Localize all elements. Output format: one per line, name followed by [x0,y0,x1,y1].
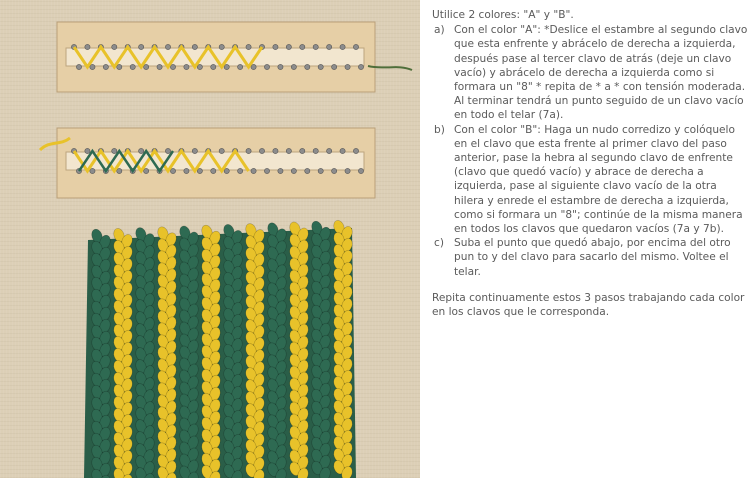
peg [358,168,363,173]
peg [305,168,310,173]
peg [117,168,122,173]
peg [327,148,332,153]
peg [219,44,224,49]
peg [103,64,108,69]
peg [197,64,202,69]
peg [313,148,318,153]
peg [192,44,197,49]
peg [259,148,264,153]
peg [224,168,229,173]
peg [170,64,175,69]
peg [286,44,291,49]
peg [358,64,363,69]
instructions-intro: Utilice 2 colores: "A" y "B". [432,9,574,21]
step-text: Suba el punto que quedó abajo, por encima del otro pun to y del clavo para sacarlo del mismo. Voltee el telar. [454,237,731,278]
peg [340,44,345,49]
peg [313,44,318,49]
instructions-closing: Repita continuamente estos 3 pasos trabajando cada color en los clavos que le corresponda. [432,291,745,319]
step-c [432,236,748,279]
loom-board-middle [40,128,375,198]
peg [192,148,197,153]
peg [130,64,135,69]
peg [291,64,296,69]
peg [85,44,90,49]
peg [238,64,243,69]
peg [251,168,256,173]
step-letter: c) [434,237,444,250]
peg [211,64,216,69]
instructions-column [432,8,748,330]
peg [184,168,189,173]
peg [165,148,170,153]
peg [327,44,332,49]
peg [278,64,283,69]
step-a [432,23,748,122]
peg [165,44,170,49]
peg [332,168,337,173]
peg [238,168,243,173]
peg [197,168,202,173]
knitted-fabric [84,219,356,478]
peg [90,168,95,173]
peg [112,148,117,153]
peg [211,168,216,173]
step-b [432,123,748,237]
loom-board-top [57,22,412,92]
peg [332,64,337,69]
peg [286,148,291,153]
peg [246,148,251,153]
peg [170,168,175,173]
peg [90,64,95,69]
peg [76,64,81,69]
step-text: Con el color "B": Haga un nudo corredizo y colóquelo en el clavo que esta frente al primer clavo del paso anterior, pase la hebra al segundo clavo de enfrente (clavo que quedó vacío) y abrace de derecha a izquierda, pase al siguiente clavo vacío de la otra hilera y enrede el estambre de derecha a izquierda, como si formara un "8"; continúe de la misma manera en todos los clavos que quedaron vacíos (7a y 7b). [454,123,743,236]
peg [117,64,122,69]
peg [345,64,350,69]
peg [300,44,305,49]
peg [85,148,90,153]
peg [264,64,269,69]
step-letter: b) [434,123,445,136]
peg [264,168,269,173]
peg [139,148,144,153]
peg [345,168,350,173]
peg [144,168,149,173]
peg [300,148,305,153]
peg [305,64,310,69]
peg [318,168,323,173]
peg [278,168,283,173]
peg [157,64,162,69]
peg [112,44,117,49]
peg [340,148,345,153]
peg [139,44,144,49]
peg [273,44,278,49]
step-text: Con el color "A": *Deslice el estambre al segundo clavo que esta enfrente y abrácelo de derecha a izquierda, después pase al tercer clavo de atrás (deje un clavo vacío) y abrácelo de derecha a izquierda como si formara un "8" * repita de * a * con tensión moderada. Al terminar tendrá un punto seguido de un clavo vacío en todo el telar (7a). [454,24,748,122]
peg [144,64,149,69]
peg [224,64,229,69]
peg [273,148,278,153]
peg [291,168,296,173]
peg [353,148,358,153]
peg [353,44,358,49]
peg [246,44,251,49]
peg [219,148,224,153]
peg [318,64,323,69]
peg [184,64,189,69]
step-letter: a) [434,24,445,37]
peg [251,64,256,69]
